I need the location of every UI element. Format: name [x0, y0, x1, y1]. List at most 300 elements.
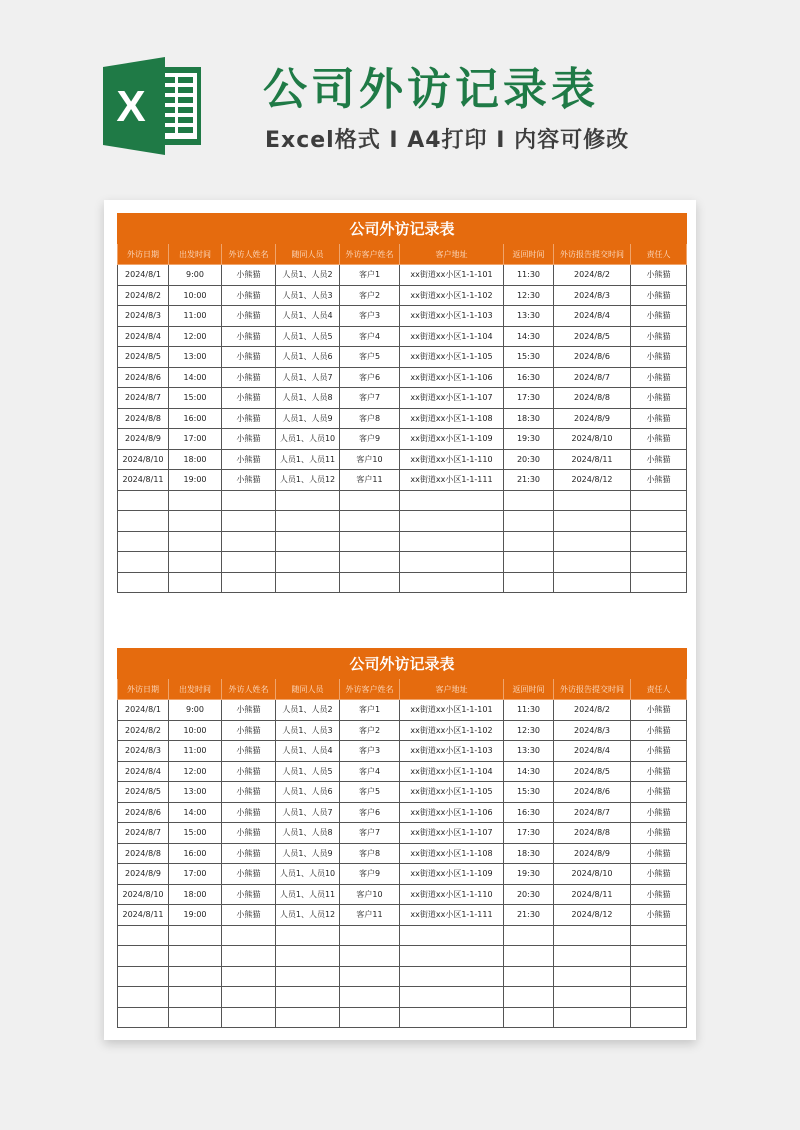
table-cell[interactable]	[504, 531, 554, 552]
table-cell[interactable]: 小熊猫	[631, 905, 687, 926]
table-cell[interactable]: 2024/8/7	[554, 802, 631, 823]
table-cell[interactable]: 小熊猫	[222, 408, 276, 429]
table-cell[interactable]: 21:30	[504, 905, 554, 926]
table-cell[interactable]: 11:30	[504, 265, 554, 286]
table-cell[interactable]	[504, 552, 554, 573]
table-cell[interactable]	[631, 966, 687, 987]
table-cell[interactable]: 2024/8/3	[118, 306, 169, 327]
table-cell[interactable]	[222, 987, 276, 1008]
table-cell[interactable]: 2024/8/10	[554, 429, 631, 450]
table-cell[interactable]	[118, 1007, 169, 1028]
table-cell[interactable]	[118, 552, 169, 573]
table-cell[interactable]: 人员1、人员10	[276, 864, 340, 885]
table-cell[interactable]: 2024/8/2	[554, 265, 631, 286]
table-cell[interactable]	[504, 925, 554, 946]
table-cell[interactable]: 客户9	[340, 864, 400, 885]
table-cell[interactable]: 9:00	[169, 700, 222, 721]
table-cell[interactable]: 客户8	[340, 843, 400, 864]
table-cell[interactable]: 2024/8/8	[118, 408, 169, 429]
table-cell[interactable]	[118, 511, 169, 532]
table-cell[interactable]: 2024/8/5	[554, 326, 631, 347]
table-cell[interactable]: 12:00	[169, 761, 222, 782]
table-cell[interactable]: 20:30	[504, 884, 554, 905]
table-cell[interactable]: 小熊猫	[631, 700, 687, 721]
table-cell[interactable]: 小熊猫	[222, 306, 276, 327]
table-cell[interactable]	[340, 552, 400, 573]
table-cell[interactable]: 小熊猫	[631, 408, 687, 429]
table-cell[interactable]: 12:30	[504, 720, 554, 741]
table-cell[interactable]	[554, 966, 631, 987]
table-row	[118, 511, 687, 532]
table-cell[interactable]: 人员1、人员8	[276, 388, 340, 409]
table-cell[interactable]	[400, 552, 504, 573]
table-cell[interactable]: 客户3	[340, 306, 400, 327]
table-cell[interactable]: 小熊猫	[631, 720, 687, 741]
table-cell[interactable]: 17:00	[169, 864, 222, 885]
table-cell[interactable]: xx街道xx小区1-1-106	[400, 802, 504, 823]
table-cell[interactable]: 13:30	[504, 741, 554, 762]
table-cell[interactable]	[169, 987, 222, 1008]
table-cell[interactable]: 人员1、人员12	[276, 905, 340, 926]
table-cell[interactable]: 人员1、人员2	[276, 700, 340, 721]
table-cell[interactable]: 16:30	[504, 367, 554, 388]
table-cell[interactable]	[400, 572, 504, 593]
table-cell[interactable]	[554, 572, 631, 593]
table-cell[interactable]	[400, 987, 504, 1008]
table-cell[interactable]: xx街道xx小区1-1-104	[400, 761, 504, 782]
table-cell[interactable]: 小熊猫	[222, 470, 276, 491]
table-cell[interactable]: 2024/8/10	[118, 884, 169, 905]
table-cell[interactable]: 小熊猫	[222, 429, 276, 450]
table-cell[interactable]	[400, 1007, 504, 1028]
table-cell[interactable]	[169, 531, 222, 552]
table-cell[interactable]	[340, 925, 400, 946]
table-cell[interactable]: 13:30	[504, 306, 554, 327]
table-cell[interactable]	[631, 531, 687, 552]
table-cell[interactable]: 16:30	[504, 802, 554, 823]
table-cell[interactable]: 小熊猫	[222, 326, 276, 347]
table-cell[interactable]: 人员1、人员4	[276, 741, 340, 762]
table-cell[interactable]	[276, 572, 340, 593]
table-cell[interactable]: xx街道xx小区1-1-101	[400, 700, 504, 721]
table-cell[interactable]: xx街道xx小区1-1-105	[400, 347, 504, 368]
table-cell[interactable]: 14:30	[504, 761, 554, 782]
table-cell[interactable]: xx街道xx小区1-1-107	[400, 823, 504, 844]
table-cell[interactable]: xx街道xx小区1-1-111	[400, 905, 504, 926]
table-cell[interactable]: 人员1、人员7	[276, 367, 340, 388]
table-cell[interactable]: 人员1、人员10	[276, 429, 340, 450]
table-cell[interactable]: 19:30	[504, 864, 554, 885]
table-cell[interactable]	[118, 531, 169, 552]
table-cell[interactable]: 小熊猫	[222, 720, 276, 741]
table-cell[interactable]	[222, 531, 276, 552]
table-cell[interactable]: 2024/8/2	[554, 700, 631, 721]
table-cell[interactable]: 2024/8/7	[118, 388, 169, 409]
table-cell[interactable]: 2024/8/4	[554, 306, 631, 327]
table-cell[interactable]	[554, 925, 631, 946]
table-cell[interactable]: 小熊猫	[631, 782, 687, 803]
table-cell[interactable]	[276, 531, 340, 552]
table-cell[interactable]	[276, 552, 340, 573]
table-cell[interactable]	[276, 987, 340, 1008]
table-cell[interactable]	[504, 987, 554, 1008]
table-cell[interactable]: 2024/8/8	[554, 823, 631, 844]
table-cell[interactable]: 小熊猫	[631, 429, 687, 450]
table-cell[interactable]	[118, 572, 169, 593]
table-cell[interactable]: 11:30	[504, 700, 554, 721]
table-cell[interactable]	[631, 511, 687, 532]
table-cell[interactable]: 2024/8/5	[554, 761, 631, 782]
table-cell[interactable]: 2024/8/6	[118, 367, 169, 388]
table-cell[interactable]: 客户11	[340, 470, 400, 491]
table-cell[interactable]	[340, 987, 400, 1008]
table-cell[interactable]: 2024/8/11	[554, 884, 631, 905]
table-cell[interactable]	[222, 572, 276, 593]
table-cell[interactable]: 12:00	[169, 326, 222, 347]
table-cell[interactable]: 14:00	[169, 802, 222, 823]
table-cell[interactable]: xx街道xx小区1-1-109	[400, 864, 504, 885]
table-cell[interactable]: 2024/8/12	[554, 470, 631, 491]
table-cell[interactable]: 小熊猫	[631, 864, 687, 885]
table-cell[interactable]	[169, 946, 222, 967]
table-cell[interactable]: xx街道xx小区1-1-105	[400, 782, 504, 803]
table-cell[interactable]: 2024/8/12	[554, 905, 631, 926]
table-cell[interactable]	[554, 552, 631, 573]
table-cell[interactable]	[554, 987, 631, 1008]
table-row	[118, 741, 687, 762]
table-cell[interactable]: 客户1	[340, 265, 400, 286]
table-cell[interactable]: 小熊猫	[222, 265, 276, 286]
table-cell[interactable]	[631, 987, 687, 1008]
table-cell[interactable]: 2024/8/5	[118, 347, 169, 368]
table-cell[interactable]: 小熊猫	[222, 347, 276, 368]
table-cell[interactable]: 11:00	[169, 741, 222, 762]
table-cell[interactable]: 2024/8/4	[118, 761, 169, 782]
table-row	[118, 987, 687, 1008]
table-cell[interactable]	[554, 490, 631, 511]
table-cell[interactable]: 小熊猫	[222, 761, 276, 782]
table-cell[interactable]: 2024/8/8	[118, 843, 169, 864]
table-cell[interactable]: 人员1、人员8	[276, 823, 340, 844]
table-cell[interactable]	[504, 966, 554, 987]
table-cell[interactable]: 17:30	[504, 388, 554, 409]
table-cell[interactable]	[222, 490, 276, 511]
table-cell[interactable]: 小熊猫	[631, 367, 687, 388]
table-cell[interactable]: xx街道xx小区1-1-111	[400, 470, 504, 491]
table-cell[interactable]: xx街道xx小区1-1-110	[400, 449, 504, 470]
table-cell[interactable]	[276, 966, 340, 987]
table-cell[interactable]	[400, 966, 504, 987]
table-cell[interactable]: 19:00	[169, 905, 222, 926]
table-cell[interactable]: 2024/8/11	[118, 470, 169, 491]
table-cell[interactable]	[222, 552, 276, 573]
table-cell[interactable]: xx街道xx小区1-1-110	[400, 884, 504, 905]
table-cell[interactable]: 人员1、人员7	[276, 802, 340, 823]
table-cell[interactable]: 客户9	[340, 429, 400, 450]
table-cell[interactable]: 小熊猫	[631, 449, 687, 470]
table-cell[interactable]	[340, 511, 400, 532]
table-cell[interactable]: 16:00	[169, 843, 222, 864]
table-cell[interactable]	[276, 925, 340, 946]
table-cell[interactable]: 2024/8/3	[554, 720, 631, 741]
table-cell[interactable]	[169, 511, 222, 532]
table-cell[interactable]	[118, 966, 169, 987]
table-cell[interactable]: 人员1、人员9	[276, 408, 340, 429]
table-cell[interactable]	[400, 511, 504, 532]
table-cell[interactable]: 18:30	[504, 843, 554, 864]
table-cell[interactable]: 2024/8/11	[554, 449, 631, 470]
table-cell[interactable]: 客户11	[340, 905, 400, 926]
table-cell[interactable]: 小熊猫	[631, 326, 687, 347]
table-cell[interactable]: 小熊猫	[222, 823, 276, 844]
table-cell[interactable]	[631, 552, 687, 573]
table-cell[interactable]: 人员1、人员11	[276, 884, 340, 905]
table-cell[interactable]	[504, 946, 554, 967]
table-cell[interactable]	[276, 511, 340, 532]
table-cell[interactable]	[504, 1007, 554, 1028]
table-cell[interactable]	[631, 946, 687, 967]
table-cell[interactable]: 20:30	[504, 449, 554, 470]
table-cell[interactable]: 2024/8/3	[118, 741, 169, 762]
table-cell[interactable]	[631, 490, 687, 511]
table-cell[interactable]	[169, 925, 222, 946]
table-cell[interactable]: 客户4	[340, 326, 400, 347]
table-body	[118, 265, 687, 593]
table-cell[interactable]: 小熊猫	[222, 905, 276, 926]
table-cell[interactable]	[222, 925, 276, 946]
table-cell[interactable]: 13:00	[169, 347, 222, 368]
table-cell[interactable]	[554, 1007, 631, 1028]
table-cell[interactable]: 9:00	[169, 265, 222, 286]
table-cell[interactable]: 客户5	[340, 347, 400, 368]
table-cell[interactable]	[631, 925, 687, 946]
table-cell[interactable]: 客户7	[340, 823, 400, 844]
table-cell[interactable]: 客户10	[340, 884, 400, 905]
table-cell[interactable]: xx街道xx小区1-1-103	[400, 741, 504, 762]
table-cell[interactable]: 人员1、人员9	[276, 843, 340, 864]
table-cell[interactable]: 18:00	[169, 884, 222, 905]
table-cell[interactable]: 小熊猫	[222, 782, 276, 803]
table-cell[interactable]	[118, 490, 169, 511]
table-cell[interactable]	[340, 490, 400, 511]
table-cell[interactable]: 19:00	[169, 470, 222, 491]
table-cell[interactable]: 小熊猫	[222, 802, 276, 823]
table-cell[interactable]: xx街道xx小区1-1-106	[400, 367, 504, 388]
table-cell[interactable]: 小熊猫	[631, 802, 687, 823]
table-cell[interactable]	[222, 946, 276, 967]
table-cell[interactable]: 小熊猫	[222, 285, 276, 306]
column-header: 外访人姓名	[222, 244, 276, 265]
table-cell[interactable]: xx街道xx小区1-1-103	[400, 306, 504, 327]
table-cell[interactable]: 客户2	[340, 285, 400, 306]
table-cell[interactable]: 2024/8/7	[554, 367, 631, 388]
table-cell[interactable]	[276, 946, 340, 967]
table-cell[interactable]: 2024/8/4	[554, 741, 631, 762]
table-cell[interactable]: 2024/8/9	[554, 408, 631, 429]
table-cell[interactable]	[169, 490, 222, 511]
table-cell[interactable]: 2024/8/11	[118, 905, 169, 926]
table-cell[interactable]: 2024/8/9	[118, 429, 169, 450]
table-cell[interactable]: 2024/8/3	[554, 285, 631, 306]
table-cell[interactable]: 11:00	[169, 306, 222, 327]
table-cell[interactable]	[222, 966, 276, 987]
table-cell[interactable]: 15:00	[169, 388, 222, 409]
table-cell[interactable]	[400, 531, 504, 552]
table-cell[interactable]: xx街道xx小区1-1-101	[400, 265, 504, 286]
table-cell[interactable]: 客户5	[340, 782, 400, 803]
table-cell[interactable]: 17:00	[169, 429, 222, 450]
table-cell[interactable]: 小熊猫	[631, 823, 687, 844]
table-cell[interactable]: 人员1、人员5	[276, 761, 340, 782]
table-cell[interactable]: 14:30	[504, 326, 554, 347]
table-cell[interactable]: 17:30	[504, 823, 554, 844]
table-cell[interactable]: 人员1、人员5	[276, 326, 340, 347]
table-cell[interactable]	[340, 1007, 400, 1028]
table-cell[interactable]: 小熊猫	[631, 388, 687, 409]
table-cell[interactable]: 2024/8/1	[118, 700, 169, 721]
table-cell[interactable]: 2024/8/9	[118, 864, 169, 885]
table-cell[interactable]: 客户8	[340, 408, 400, 429]
table-cell[interactable]: xx街道xx小区1-1-102	[400, 285, 504, 306]
table-cell[interactable]	[400, 946, 504, 967]
table-row	[118, 700, 687, 721]
table-cell[interactable]: 客户1	[340, 700, 400, 721]
table-cell[interactable]: 人员1、人员11	[276, 449, 340, 470]
table-cell[interactable]: 小熊猫	[631, 741, 687, 762]
table-cell[interactable]	[169, 966, 222, 987]
table-cell[interactable]: 2024/8/5	[118, 782, 169, 803]
table-row	[118, 265, 687, 286]
table-cell[interactable]	[554, 511, 631, 532]
table-cell[interactable]	[276, 1007, 340, 1028]
table-cell[interactable]: 2024/8/6	[118, 802, 169, 823]
table-cell[interactable]	[340, 572, 400, 593]
table-cell[interactable]: 人员1、人员4	[276, 306, 340, 327]
table-row	[118, 802, 687, 823]
table-cell[interactable]	[554, 946, 631, 967]
table-cell[interactable]	[400, 490, 504, 511]
table-cell[interactable]	[169, 572, 222, 593]
table-cell[interactable]	[504, 511, 554, 532]
table-cell[interactable]: 人员1、人员6	[276, 347, 340, 368]
table-cell[interactable]: 18:00	[169, 449, 222, 470]
table-cell[interactable]	[400, 925, 504, 946]
table-cell[interactable]: xx街道xx小区1-1-108	[400, 843, 504, 864]
table-cell[interactable]	[118, 987, 169, 1008]
table-cell[interactable]	[340, 531, 400, 552]
table-cell[interactable]	[504, 572, 554, 593]
table-cell[interactable]: 小熊猫	[222, 884, 276, 905]
table-cell[interactable]: 小熊猫	[631, 470, 687, 491]
table-cell[interactable]: 15:30	[504, 347, 554, 368]
table-cell[interactable]: 15:00	[169, 823, 222, 844]
table-cell[interactable]: 小熊猫	[222, 449, 276, 470]
table-row	[118, 531, 687, 552]
table-cell[interactable]	[118, 925, 169, 946]
column-header: 返回时间	[504, 679, 554, 700]
table-cell[interactable]: 小熊猫	[631, 347, 687, 368]
table-cell[interactable]	[340, 966, 400, 987]
table-cell[interactable]	[169, 552, 222, 573]
table-cell[interactable]: 2024/8/2	[118, 720, 169, 741]
table-cell[interactable]: 小熊猫	[631, 884, 687, 905]
table-cell[interactable]: 2024/8/1	[118, 265, 169, 286]
table-cell[interactable]: 客户3	[340, 741, 400, 762]
table-row	[118, 905, 687, 926]
table-cell[interactable]: 人员1、人员3	[276, 720, 340, 741]
table-cell[interactable]: 2024/8/2	[118, 285, 169, 306]
table-cell[interactable]: 21:30	[504, 470, 554, 491]
table-cell[interactable]: 客户2	[340, 720, 400, 741]
table-row	[118, 1007, 687, 1028]
table-cell[interactable]: 2024/8/8	[554, 388, 631, 409]
table-cell[interactable]	[169, 1007, 222, 1028]
table-cell[interactable]	[222, 1007, 276, 1028]
table-cell[interactable]: 小熊猫	[222, 388, 276, 409]
table-cell[interactable]	[504, 490, 554, 511]
table-cell[interactable]	[118, 946, 169, 967]
table-cell[interactable]	[222, 511, 276, 532]
table-cell[interactable]: xx街道xx小区1-1-108	[400, 408, 504, 429]
table-cell[interactable]: 2024/8/6	[554, 347, 631, 368]
table-cell[interactable]	[340, 946, 400, 967]
table-cell[interactable]: 2024/8/7	[118, 823, 169, 844]
table-cell[interactable]: 人员1、人员2	[276, 265, 340, 286]
table-cell[interactable]: xx街道xx小区1-1-109	[400, 429, 504, 450]
table-cell[interactable]: 16:00	[169, 408, 222, 429]
table-cell[interactable]: 小熊猫	[631, 285, 687, 306]
table-cell[interactable]	[631, 572, 687, 593]
table-cell[interactable]: 人员1、人员6	[276, 782, 340, 803]
table-cell[interactable]: 10:00	[169, 720, 222, 741]
table-cell[interactable]: 2024/8/4	[118, 326, 169, 347]
table-cell[interactable]: 客户6	[340, 367, 400, 388]
table-cell[interactable]: 人员1、人员12	[276, 470, 340, 491]
table-cell[interactable]: 小熊猫	[631, 265, 687, 286]
table-cell[interactable]: 15:30	[504, 782, 554, 803]
table-cell[interactable]: 小熊猫	[222, 864, 276, 885]
table-cell[interactable]: 14:00	[169, 367, 222, 388]
table-cell[interactable]: 2024/8/10	[554, 864, 631, 885]
table-cell[interactable]: 10:00	[169, 285, 222, 306]
table-cell[interactable]: 人员1、人员3	[276, 285, 340, 306]
table-cell[interactable]: 小熊猫	[222, 367, 276, 388]
table-cell[interactable]: 客户6	[340, 802, 400, 823]
table-cell[interactable]: 客户10	[340, 449, 400, 470]
table-cell[interactable]: 小熊猫	[222, 700, 276, 721]
table-cell[interactable]: 13:00	[169, 782, 222, 803]
table-cell[interactable]: xx街道xx小区1-1-107	[400, 388, 504, 409]
table-cell[interactable]: 18:30	[504, 408, 554, 429]
table-cell[interactable]: xx街道xx小区1-1-104	[400, 326, 504, 347]
table-cell[interactable]	[554, 531, 631, 552]
table-cell[interactable]	[631, 1007, 687, 1028]
table-cell[interactable]: 小熊猫	[222, 741, 276, 762]
table-cell[interactable]: 小熊猫	[631, 761, 687, 782]
table-cell[interactable]: xx街道xx小区1-1-102	[400, 720, 504, 741]
table-cell[interactable]: 客户4	[340, 761, 400, 782]
table-cell[interactable]: 2024/8/10	[118, 449, 169, 470]
table-cell[interactable]: 19:30	[504, 429, 554, 450]
table-cell[interactable]: 小熊猫	[631, 843, 687, 864]
table-cell[interactable]: 2024/8/9	[554, 843, 631, 864]
table-cell[interactable]: 小熊猫	[222, 843, 276, 864]
table-cell[interactable]: 小熊猫	[631, 306, 687, 327]
table-cell[interactable]: 客户7	[340, 388, 400, 409]
table-cell[interactable]	[276, 490, 340, 511]
table-cell[interactable]: 2024/8/6	[554, 782, 631, 803]
table-cell[interactable]: 12:30	[504, 285, 554, 306]
